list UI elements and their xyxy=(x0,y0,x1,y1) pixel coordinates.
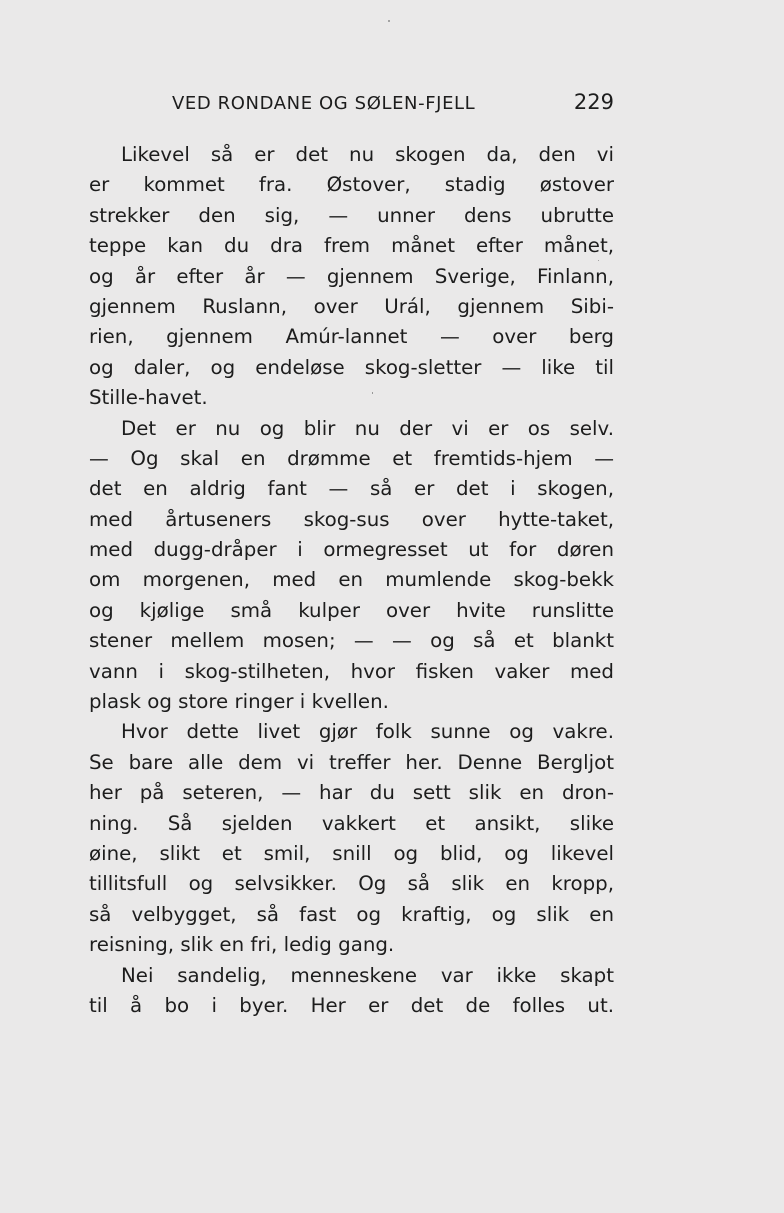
text-line: teppe kan du dra frem månet efter månet, xyxy=(89,234,614,258)
text-line: er kommet fra. Østover, stadig østover xyxy=(89,173,614,197)
text-line: til å bo i byer. Her er det de folles ut. xyxy=(89,993,614,1017)
running-title: VED RONDANE OG SØLEN-FJELL xyxy=(172,93,476,114)
text-line: her på seteren, — har du sett slik en dron- xyxy=(89,781,614,805)
paragraph-2 xyxy=(89,414,614,718)
text-line: så velbygget, så fast og kraftig, og slik en xyxy=(89,902,614,926)
text-line: tillitsfull og selvsikker. Og så slik en kropp, xyxy=(89,872,614,896)
text-line: Se bare alle dem vi treffer her. Denne Bergljot xyxy=(89,750,614,774)
paper-speck xyxy=(598,260,599,261)
paper-speck xyxy=(372,392,373,394)
text-line: og daler, og endeløse skog-sletter — like til xyxy=(89,355,614,379)
paragraph-4 xyxy=(89,961,614,1022)
text-line: strekker den sig, — unner dens ubrutte xyxy=(89,203,614,227)
paragraph-1 xyxy=(89,140,614,414)
text-line: om morgenen, med en mumlende skog-bekk xyxy=(89,568,614,592)
text-line: det en aldrig fant — så er det i skogen, xyxy=(89,477,614,501)
text-line: ning. Så sjelden vakkert et ansikt, slike xyxy=(89,811,614,835)
text-line: reisning, slik en fri, ledig gang. xyxy=(89,933,395,957)
page-number: 229 xyxy=(573,90,614,114)
text-line: Stille-havet. xyxy=(89,386,208,410)
running-header xyxy=(172,90,614,121)
text-line: med årtuseners skog-sus over hytte-taket, xyxy=(89,507,614,531)
text-line: stener mellem mosen; — — og så et blankt xyxy=(89,629,614,653)
body-text xyxy=(89,140,614,1021)
paragraph-3 xyxy=(89,717,614,960)
text-line: vann i skog-stilheten, hvor fisken vaker med xyxy=(89,659,614,683)
text-line: Det er nu og blir nu der vi er os selv. xyxy=(121,416,614,440)
text-line: — Og skal en drømme et fremtids-hjem — xyxy=(89,446,614,470)
text-line: Likevel så er det nu skogen da, den vi xyxy=(121,143,614,166)
text-line: Hvor dette livet gjør folk sunne og vakre. xyxy=(121,720,614,744)
text-line: gjennem Ruslann, over Urál, gjennem Sibi- xyxy=(89,294,614,318)
text-line: rien, gjennem Amúr-lannet — over berg xyxy=(89,325,614,349)
paper-speck xyxy=(388,20,390,22)
text-line: og år efter år — gjennem Sverige, Finlann, xyxy=(89,264,614,288)
text-line: og kjølige små kulper over hvite runslitte xyxy=(89,598,614,622)
text-line: øine, slikt et smil, snill og blid, og likevel xyxy=(89,841,614,865)
text-line: plask og store ringer i kvellen. xyxy=(89,690,389,714)
text-line: Nei sandelig, menneskene var ikke skapt xyxy=(121,963,614,987)
text-line: med dugg-dråper i ormegresset ut for døren xyxy=(89,538,614,562)
